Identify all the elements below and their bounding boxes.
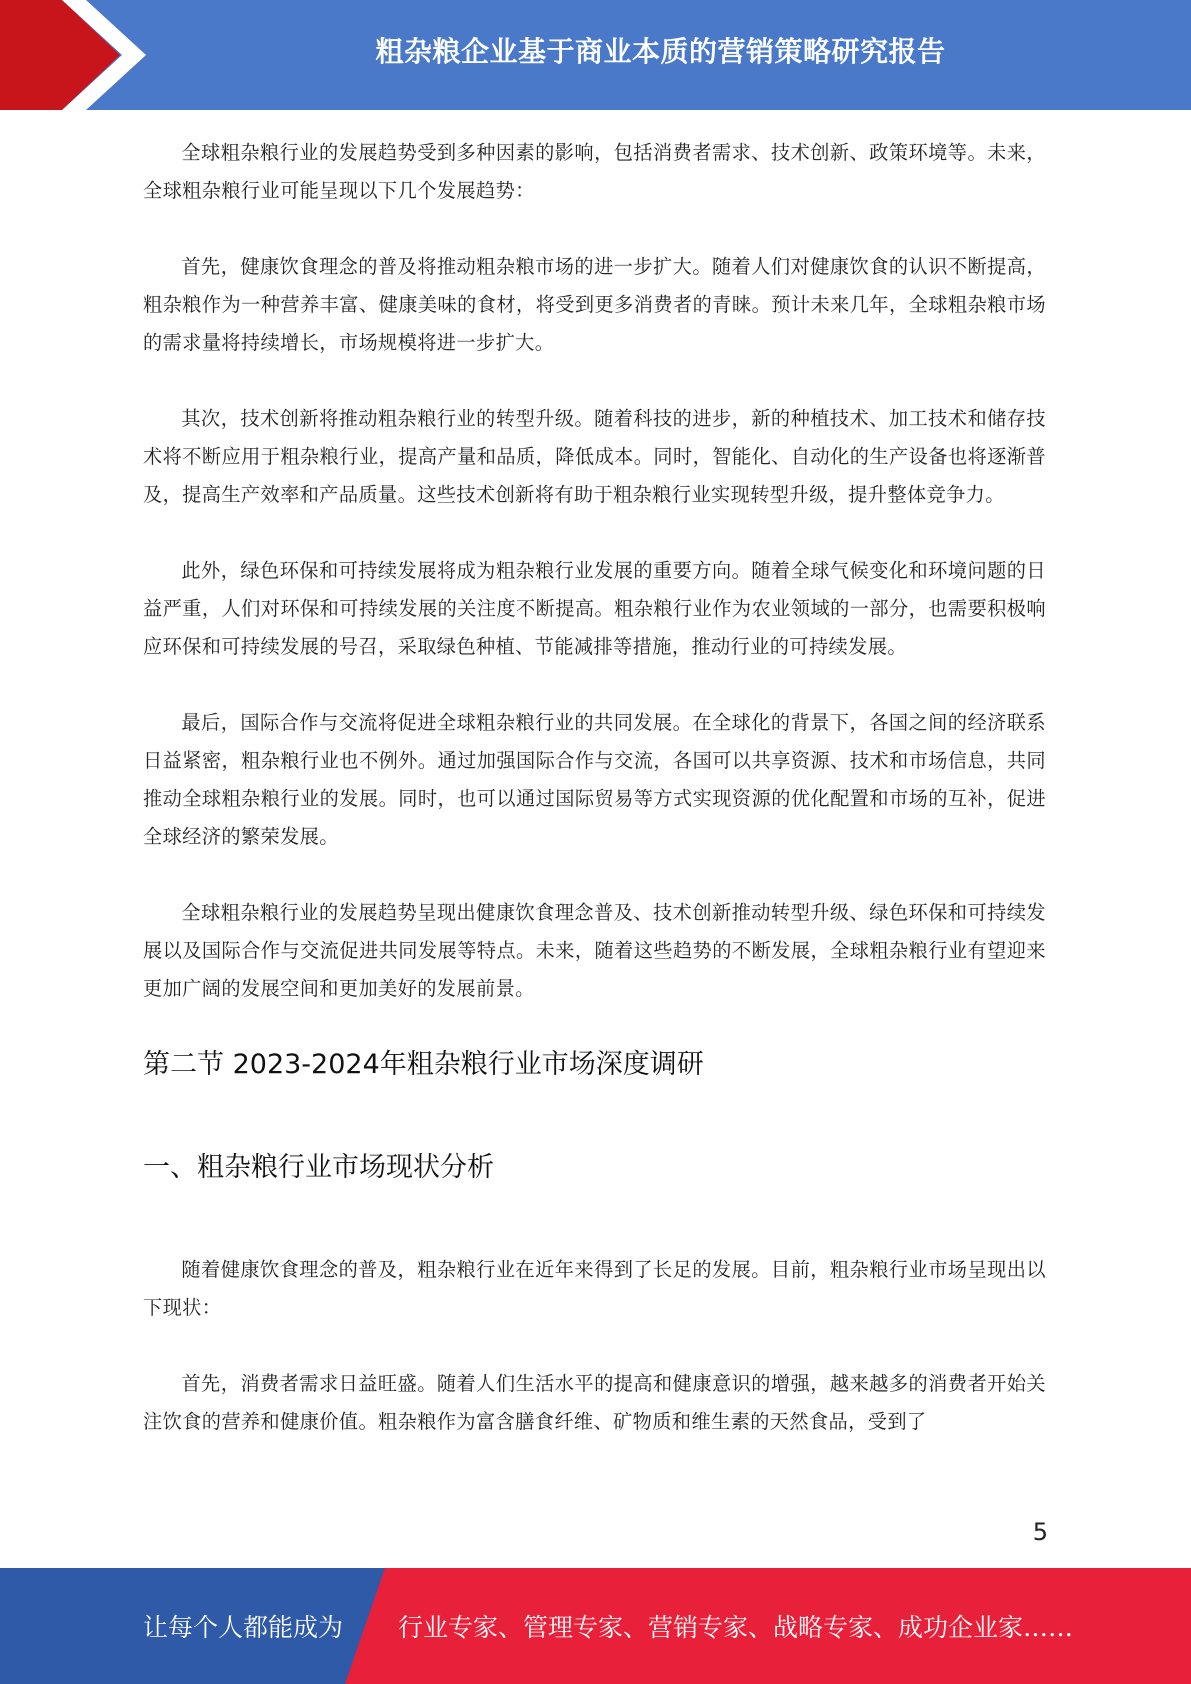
paragraph: 随着健康饮食理念的普及，粗杂粮行业在近年来得到了长足的发展。目前，粗杂粮行业市场呈现出以下现状： [143,1258,1046,1319]
paragraph: 全球粗杂粮行业的发展趋势受到多种因素的影响，包括消费者需求、技术创新、政策环境等。未来，全球粗杂粮行业可能呈现以下几个发展趋势： [143,141,1046,202]
footer-slogan-left: 让每个人都能成为 [143,1613,344,1642]
paragraph: 全球粗杂粮行业的发展趋势呈现出健康饮食理念普及、技术创新推动转型升级、绿色环保和可持续发展以及国际合作与交流促进共同发展等特点。未来，随着这些趋势的不断发展，全球粗杂粮行业有望迎来更加广阔的发展空间和更加美好的发展前景。 [143,901,1046,1000]
section-heading: 第二节 2023-2024年粗杂粮行业市场深度调研 [143,1049,704,1080]
page-footer [0,1568,1191,1684]
page-number: 5 [1032,1518,1048,1546]
report-title: 粗杂粮企业基于商业本质的营销策略研究报告 [375,35,946,68]
paragraph: 首先，健康饮食理念的普及将推动粗杂粮市场的进一步扩大。随着人们对健康饮食的认识不断提高，粗杂粮作为一种营养丰富、健康美味的食材，将受到更多消费者的青睐。预计未来几年，全球粗杂粮市场的需求量将持续增长，市场规模将进一步扩大。 [143,255,1046,354]
paragraph: 首先，消费者需求日益旺盛。随着人们生活水平的提高和健康意识的增强，越来越多的消费者开始关注饮食的营养和健康价值。粗杂粮作为富含膳食纤维、矿物质和维生素的天然食品，受到了 [143,1372,1046,1433]
page-header [0,0,1191,110]
footer-slogan-right: 行业专家、管理专家、营销专家、战略专家、成功企业家…… [398,1613,1074,1642]
paragraph: 其次，技术创新将推动粗杂粮行业的转型升级。随着科技的进步，新的种植技术、加工技术和储存技术将不断应用于粗杂粮行业，提高产量和品质，降低成本。同时，智能化、自动化的生产设备也将逐渐普及，提高生产效率和产品质量。这些技术创新将有助于粗杂粮行业实现转型升级，提升整体竞争力。 [143,407,1046,506]
sub-heading: 一、粗杂粮行业市场现状分析 [143,1152,494,1183]
paragraph: 最后，国际合作与交流将促进全球粗杂粮行业的共同发展。在全球化的背景下，各国之间的经济联系日益紧密，粗杂粮行业也不例外。通过加强国际合作与交流，各国可以共享资源、技术和市场信息，共同推动全球粗杂粮行业的发展。同时，也可以通过国际贸易等方式实现资源的优化配置和市场的互补，促进全球经济的繁荣发展。 [143,711,1046,848]
paragraph: 此外，绿色环保和可持续发展将成为粗杂粮行业发展的重要方向。随着全球气候变化和环境问题的日益严重，人们对环保和可持续发展的关注度不断提高。粗杂粮行业作为农业领域的一部分，也需要积极响应环保和可持续发展的号召，采取绿色种植、节能减排等措施，推动行业的可持续发展。 [143,559,1046,658]
page-content [143,134,1046,1479]
